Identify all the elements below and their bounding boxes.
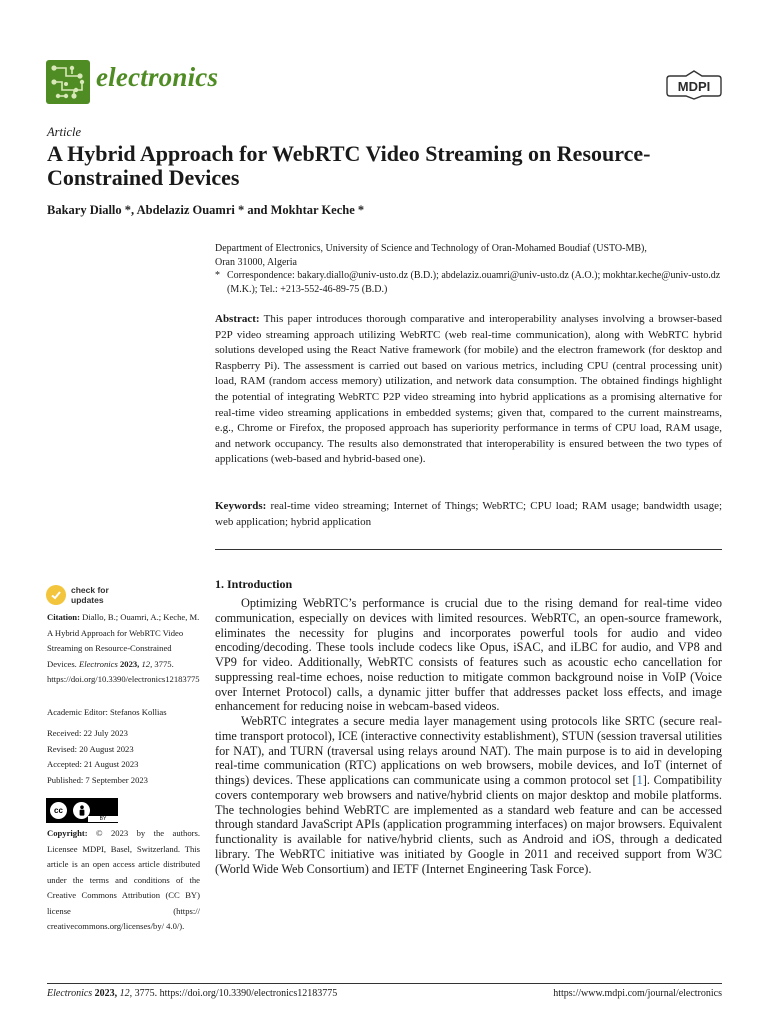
citation-doi[interactable]: 3775. https://doi.org/10.3390/electronics12183775 — [47, 658, 200, 684]
footer-volume: 12, — [119, 988, 133, 999]
keywords — [215, 499, 722, 530]
keywords-label: Keywords: — [215, 500, 267, 512]
citation-label: Citation: — [47, 612, 80, 622]
check-updates-icon — [46, 585, 66, 605]
cc-icon: cc — [50, 802, 67, 819]
footer-year: 2023, — [94, 988, 118, 999]
citation-journal: Electronics — [78, 658, 118, 669]
mdpi-logo-text: MDPI — [677, 79, 711, 94]
correspondence-text: Correspondence: bakary.diallo@univ-usto.dz (B.D.); abdelaziz.ouamri@univ-usto.dz (A.O.); mokhtar.keche@univ-usto.dz (M.K.); Tel.: +213-552-46-89-75 (B.D.) — [227, 270, 721, 295]
journal-name: electronics — [96, 62, 219, 92]
by-label: BY — [88, 816, 118, 822]
academic-editor: Academic Editor: Stefanos Kollias — [47, 707, 167, 717]
received-date: Received: 22 July 2023 — [47, 728, 128, 738]
correspondence-star: * — [215, 270, 220, 281]
check-for-updates-button[interactable] — [46, 584, 126, 606]
article-type: Article — [47, 125, 82, 139]
affiliation-line: Department of Electronics, University of Science and Technology of Oran-Mohamed Boudiaf (USTO-MB), — [215, 243, 647, 254]
affiliation-block — [215, 242, 722, 296]
article-title: A Hybrid Approach for WebRTC Video Streaming on Resource-Constrained Devices — [47, 141, 651, 190]
copyright-label: Copyright: — [47, 828, 88, 838]
published-date: Published: 7 September 2023 — [47, 774, 148, 785]
keywords-text: real-time video streaming; Internet of Things; WebRTC; CPU load; RAM usage; bandwidth usage; web application; hybrid application — [215, 500, 723, 528]
footer-doi[interactable]: 3775. https://doi.org/10.3390/electronics12183775 — [134, 988, 338, 999]
revised-date: Revised: 20 August 2023 — [47, 743, 134, 754]
journal-logo-icon — [46, 60, 90, 104]
citation-year: 2023, — [119, 658, 140, 669]
footer-divider — [47, 983, 722, 984]
footer-journal-url[interactable]: https://www.mdpi.com/journal/electronics — [553, 988, 722, 999]
citation — [47, 610, 200, 688]
correspondence — [215, 269, 722, 296]
section-divider — [215, 549, 722, 550]
paragraph: Optimizing WebRTC’s performance is crucial due to the rising demand for real-time video communication, especially on devices with limited resources. WebRTC, an open-source framework, eliminates the necessity for plugins and incorporates powerful tools for audio and video encoding/decoding. These tools include codecs like Opus, iSAC, and iLBC for audio, and VP8 and VP9 for video. Additionally, WebRTC consists of features such as acoustic echo cancellation for suppressing real-time echoes, noise reduction to mitigate common background noise in VoIP (Voice over Internet Protocol) calls, a dynamic jitter buffer that addresses packet loss effects, and image enhancement for reducing noise in webcam-based videos. — [215, 596, 722, 714]
publication-dates — [47, 726, 200, 788]
mdpi-logo-icon — [666, 70, 722, 100]
citation-volume: 12, — [141, 658, 153, 669]
paragraph: WebRTC integrates a secure media layer management using protocols like SRTC (secure real-time transport protocol), ICE (interactive connectivity establishment), STUN (session traversal utilities for NAT), and TURN (traversal using relays around NAT). The main purpose is to aid in developing real-time communication (RTC) applications on web browsers, mobile devices, and IoT (internet of things) devices. These applications can communicate using a common protocol set [1]. Compatibility covers contemporary web browsers and native/hybrid clients on major desktop and mobile platforms. The technologies behind WebRTC are implemented as a standard web feature and can be accessed through standard JavaScript APIs (application programming interfaces) on major browsers. Equivalent functionality is available for native/hybrid clients, such as Android and iOS, through a dedicated library. The WebRTC initiative was initiated by Google in 2011 and received support from W3C (World Wide Web Consortium) and IETF (Internet Engineering Task Force). — [215, 714, 722, 876]
affiliation-line: Oran 31000, Algeria — [215, 256, 297, 268]
copyright — [47, 826, 200, 935]
check-updates-label: check for updates — [71, 585, 109, 605]
copyright-text: © 2023 by the authors. Licensee MDPI, Basel, Switzerland. This article is an open access article distributed under the terms and conditions of the Creative Commons Attribution (CC BY) license (https:// creativecommons.org/licenses/by/ 4.0/). — [47, 828, 200, 931]
reference-link[interactable]: 1 — [636, 773, 643, 787]
cc-by-license-icon[interactable] — [46, 798, 118, 823]
abstract-label: Abstract: — [215, 313, 260, 325]
citation-text: Diallo, B.; Ouamri, A.; Keche, M. A Hybrid Approach for WebRTC Video Streaming on Resource-Constrained Devices. — [47, 612, 200, 669]
section-heading: 1. Introduction — [215, 577, 293, 591]
accepted-date: Accepted: 21 August 2023 — [47, 759, 139, 769]
footer-journal: Electronics — [47, 988, 93, 999]
footer-citation — [47, 988, 337, 999]
introduction-body — [215, 596, 722, 876]
abstract — [215, 312, 722, 468]
author-list: Bakary Diallo *, Abdelaziz Ouamri * and Mokhtar Keche * — [47, 203, 365, 217]
abstract-text: This paper introduces thorough comparative and interoperability analyses involving a browser-based P2P video streaming approach utilizing WebRTC (web real-time communication), along with WebRTC hybrid solutions developed using the React Native framework (for mobile) and the electron framework (for desktop and Raspberry Pi). The assessment is carried out based on various metrics, including CPU (central processing unit) load, RAM (random access memory) utilization, and network data consumption. The obtained findings highlight the potential of integrating WebRTC P2P video streaming into hybrid applications as a promising alternative for real-time video streaming applications in embedded systems; given that, compared to the current mainstreams, e.g., Chrome or Firefox, the proposed approach has superiority performance in terms of CPU load, RAM usage, and network occupancy. The results also demonstrated that interoperability is ensured between the two types of applications (web-based and hybrid-based one). — [215, 313, 722, 466]
